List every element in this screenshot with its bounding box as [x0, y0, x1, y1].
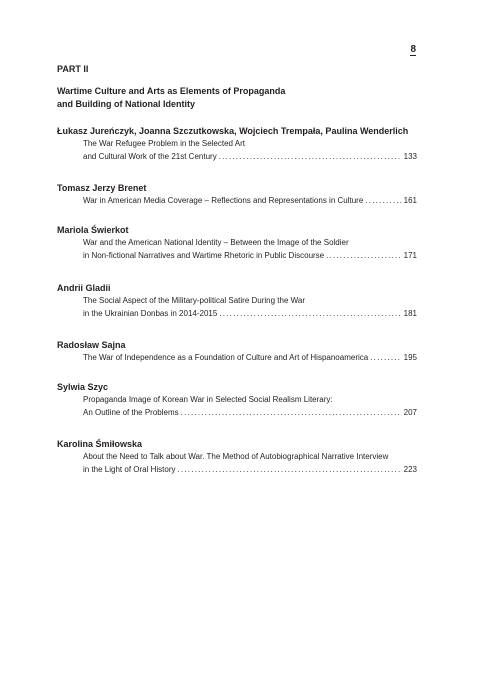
- toc-title-text: in the Light of Oral History: [83, 465, 176, 474]
- toc-page-number: 171: [403, 251, 417, 260]
- dot-leader: [177, 463, 401, 476]
- toc-title-text: The War of Independence as a Foundation of Culture and Art of Hispanoamerica: [83, 353, 369, 362]
- toc-page-number: 223: [403, 465, 417, 474]
- toc-title-line-1: The Social Aspect of the Military-political Satire During the War: [83, 296, 306, 305]
- part-label: PART II: [57, 64, 89, 74]
- toc-title-text: in Non-fictional Narratives and Wartime Rhetoric in Public Discourse: [83, 251, 325, 260]
- page-number: 8: [410, 44, 416, 55]
- dot-leader: [219, 307, 401, 320]
- toc-author: Mariola Świerkot: [57, 225, 129, 235]
- toc-page-number: 161: [403, 196, 417, 205]
- part-title: [57, 85, 357, 110]
- toc-page-number: 207: [403, 408, 417, 417]
- toc-title-line-2: [83, 406, 417, 419]
- toc-page-number: 181: [403, 309, 417, 318]
- toc-author: Sylwia Szyc: [57, 382, 109, 392]
- toc-title-line-2: [83, 307, 417, 320]
- toc-title-line-1: The War Refugee Problem in the Selected Art: [83, 139, 246, 148]
- toc-author: Karolina Śmiłowska: [57, 439, 143, 449]
- dot-leader: [370, 351, 401, 364]
- dot-leader: [219, 150, 402, 163]
- toc-title-text: War in American Media Coverage – Reflections and Representations in Culture: [83, 196, 364, 205]
- part-title-line-1: Wartime Culture and Arts as Elements of Propaganda: [57, 86, 286, 96]
- toc-page-number: 195: [403, 353, 417, 362]
- toc-entry: [57, 125, 417, 163]
- toc-title-line-2: [83, 150, 417, 163]
- toc-entry: [57, 282, 417, 320]
- toc-page-number: 133: [403, 152, 417, 161]
- dot-leader: [365, 194, 401, 207]
- dot-leader: [326, 249, 402, 262]
- toc-entry: [57, 224, 417, 262]
- toc-title-text: in the Ukrainian Donbas in 2014-2015: [83, 309, 218, 318]
- toc-title-text: An Outline of the Problems: [83, 408, 179, 417]
- dot-leader: [181, 406, 402, 419]
- toc-title-text: and Cultural Work of the 21st Century: [83, 152, 217, 161]
- toc-entry: [57, 182, 417, 207]
- toc-entry: [57, 381, 417, 419]
- toc-title-line-1: [83, 194, 417, 207]
- toc-author: Tomasz Jerzy Brenet: [57, 183, 147, 193]
- toc-author: Radosław Sajna: [57, 340, 126, 350]
- toc-title-line-2: [83, 463, 417, 476]
- toc-author: Łukasz Jureńczyk, Joanna Szczutkowska, Wojciech Trempała, Paulina Wenderlich: [57, 126, 409, 136]
- toc-entry: [57, 438, 417, 476]
- part-title-line-2: and Building of National Identity: [57, 98, 195, 109]
- toc-title-line-1: War and the American National Identity – Between the Image of the Soldier: [83, 238, 349, 247]
- toc-title-line-2: [83, 249, 417, 262]
- toc-title-line-1: Propaganda Image of Korean War in Selected Social Realism Literary:: [83, 395, 333, 404]
- toc-entry: [57, 339, 417, 364]
- toc-author: Andrii Gladii: [57, 283, 111, 293]
- toc-title-line-1: About the Need to Talk about War. The Method of Autobiographical Narrative Interview: [83, 452, 389, 461]
- toc-title-line-1: [83, 351, 417, 364]
